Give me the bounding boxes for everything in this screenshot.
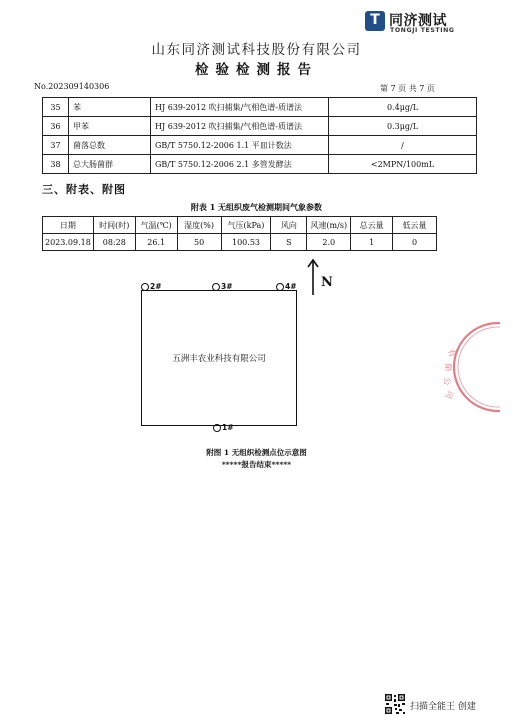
logo-name-en: TONGJI TESTING (390, 27, 455, 34)
item-name: 甲苯 (69, 117, 151, 136)
report-number: No.202309140306 (34, 82, 110, 91)
table-cell: 08:28 (93, 234, 135, 251)
item-no: 36 (43, 117, 69, 136)
svg-text:司: 司 (443, 389, 455, 400)
site-name: 五洲丰农业科技有限公司 (172, 354, 266, 364)
column-header: 时间(时) (93, 217, 135, 234)
company-logo-mark (365, 11, 385, 31)
item-name: 苯 (69, 98, 151, 117)
item-no: 35 (43, 98, 69, 117)
point-label: 1# (222, 423, 234, 432)
table-cell: 1 (351, 234, 393, 251)
north-label: N (321, 275, 333, 290)
weather-table (42, 216, 437, 251)
svg-text:有: 有 (446, 347, 458, 359)
table-cell: 2023.09.18 (43, 234, 94, 251)
item-limit: 0.4μg/L (329, 98, 477, 117)
item-no: 38 (43, 155, 69, 174)
item-name: 总大肠菌群 (69, 155, 151, 174)
table-cell: 0 (393, 234, 437, 251)
column-header: 低云量 (393, 217, 437, 234)
svg-text:限: 限 (443, 363, 454, 373)
table-header-row (43, 217, 437, 234)
item-method: HJ 639-2012 吹扫捕集/气相色谱-质谱法 (151, 98, 329, 117)
table-cell: 26.1 (135, 234, 177, 251)
point-label: 2# (150, 282, 162, 291)
column-header: 气压(kPa) (221, 217, 271, 234)
point-label: 4# (285, 282, 297, 291)
table-cell: 2.0 (307, 234, 351, 251)
table-row (43, 136, 477, 155)
item-method: GB/T 5750.12-2006 2.1 多管发酵法 (151, 155, 329, 174)
report-title: 检验检测报告 (195, 62, 318, 78)
item-limit: 0.3μg/L (329, 117, 477, 136)
svg-text:公: 公 (442, 376, 452, 386)
section-heading: 三、附表、附图 (42, 183, 126, 196)
figure-caption: 附图 1 无组织检测点位示意图 (206, 448, 307, 457)
item-limit: / (329, 136, 477, 155)
column-header: 湿度(%) (177, 217, 221, 234)
column-header: 气温(℃) (135, 217, 177, 234)
point-marker-icon (213, 424, 221, 432)
item-limit: <2MPN/100mL (329, 155, 477, 174)
table-cell: S (271, 234, 307, 251)
weather-table-caption: 附表 1 无组织废气检测期间气象参数 (190, 202, 323, 212)
table-row (43, 98, 477, 117)
results-table (42, 97, 477, 174)
table-cell: 100.53 (221, 234, 271, 251)
company-name: 山东同济测试科技股份有限公司 (151, 42, 362, 58)
item-method: HJ 639-2012 吹扫捕集/气相色谱-质谱法 (151, 117, 329, 136)
qr-code-icon (384, 693, 406, 715)
point-label: 3# (221, 282, 233, 291)
column-header: 日期 (43, 217, 94, 234)
logo-glyph: T (370, 12, 380, 28)
table-cell: 50 (177, 234, 221, 251)
table-row (43, 234, 437, 251)
report-end-note: *****报告结束***** (221, 460, 292, 469)
column-header: 风向 (271, 217, 307, 234)
item-method: GB/T 5750.12-2006 1.1 平皿计数法 (151, 136, 329, 155)
table-row (43, 155, 477, 174)
table-row (43, 117, 477, 136)
page-info: 第 7 页 共 7 页 (380, 84, 435, 93)
scanner-watermark: 扫描全能王 创建 (410, 702, 476, 712)
column-header: 风速(m/s) (307, 217, 351, 234)
column-header: 总云量 (351, 217, 393, 234)
item-no: 37 (43, 136, 69, 155)
monitoring-point-1 (213, 423, 234, 432)
item-name: 菌落总数 (69, 136, 151, 155)
logo-name-cn: 同济测试 (389, 13, 447, 29)
company-seal (440, 322, 500, 412)
